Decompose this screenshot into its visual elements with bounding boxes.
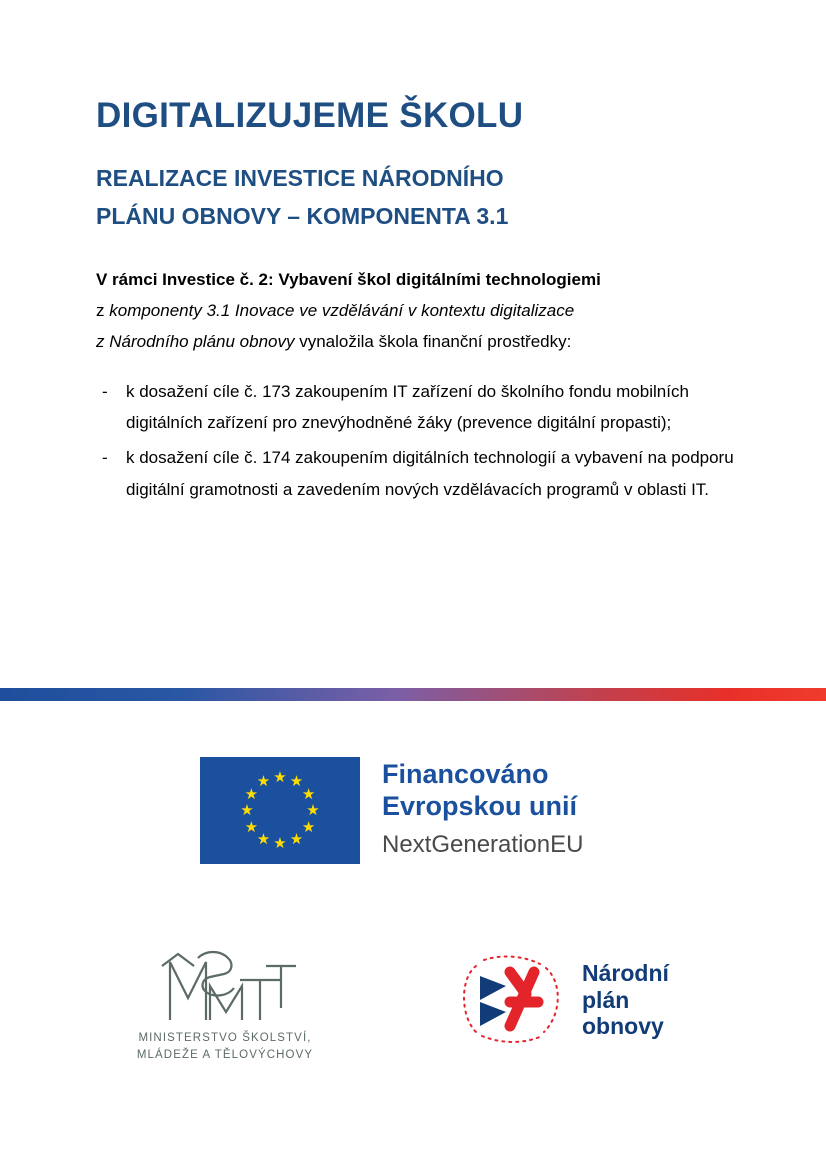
document-content — [0, 0, 826, 505]
eu-text-line-3: NextGenerationEU — [382, 830, 584, 858]
eu-star-icon: ★ — [289, 830, 304, 848]
eu-star-icon: ★ — [256, 830, 271, 848]
eu-star-icon: ★ — [306, 802, 320, 819]
npo-text-line-2: plán — [582, 986, 630, 1013]
intro-bold-text: V rámci Investice č. 2: Vybavení škol digitálními technologiemi — [96, 269, 601, 289]
eu-star-icon: ★ — [244, 818, 259, 836]
intro-line3-suffix: vynaložila škola finanční prostředky: — [294, 331, 572, 351]
eu-star-icon: ★ — [273, 769, 287, 786]
bullet-text: k dosažení cíle č. 174 zakoupením digitálních technologií a vybavení na podporu digitální gramotnosti a zavedením nových vzdělávacích programů v oblasti IT. — [126, 448, 734, 499]
npo-symbol-icon — [450, 952, 576, 1048]
eu-flag-icon — [200, 757, 360, 864]
msmt-monogram-icon — [140, 946, 310, 1024]
eu-text-line-2: Evropskou unií — [382, 790, 578, 821]
gradient-divider — [0, 688, 826, 701]
list-item — [96, 442, 736, 505]
npo-logo-text — [582, 960, 669, 1040]
eu-star-icon: ★ — [273, 835, 287, 852]
msmt-logo — [100, 946, 350, 1065]
eu-star-icon: ★ — [240, 802, 254, 819]
msmt-caption — [100, 1030, 350, 1065]
page-subtitle-line-2: PLÁNU OBNOVY – KOMPONENTA 3.1 — [96, 202, 509, 229]
eu-funding-logo — [200, 757, 583, 864]
page-subtitle — [96, 160, 736, 235]
intro-line2-prefix: z — [96, 300, 110, 320]
msmt-caption-line-2: MLÁDEŽE A TĚLOVÝCHOVY — [136, 1049, 314, 1062]
intro-line2-italic: komponenty 3.1 Inovace ve vzdělávání v kontextu digitalizace — [109, 300, 575, 320]
eu-star-icon: ★ — [244, 785, 259, 803]
list-item — [96, 376, 736, 439]
eu-text-line-1: Financováno — [382, 759, 549, 789]
page-subtitle-line-1: REALIZACE INVESTICE NÁRODNÍHO — [96, 165, 504, 192]
page-title: DIGITALIZUJEME ŠKOLU — [96, 96, 524, 135]
eu-star-icon: ★ — [301, 785, 316, 803]
intro-paragraph — [96, 265, 736, 358]
npo-text-line-3: obnovy — [582, 1013, 664, 1040]
eu-star-icon: ★ — [289, 773, 304, 791]
bullet-text: k dosažení cíle č. 173 zakoupením IT zařízení do školního fondu mobilních digitálních zařízení pro znevýhodněné žáky (prevence digitální propasti); — [126, 381, 689, 432]
eu-star-icon: ★ — [301, 818, 316, 836]
bullet-marker: - — [102, 448, 108, 468]
npo-logo — [450, 952, 669, 1048]
eu-star-icon: ★ — [256, 773, 271, 791]
intro-line3-italic: z Národního plánu obnovy — [96, 331, 295, 351]
bullet-marker: - — [102, 381, 108, 401]
eu-logo-text — [382, 759, 583, 861]
bullet-list — [96, 376, 736, 506]
npo-text-line-1: Národní — [582, 959, 669, 986]
msmt-caption-line-1: MINISTERSTVO ŠKOLSTVÍ, — [138, 1032, 312, 1044]
